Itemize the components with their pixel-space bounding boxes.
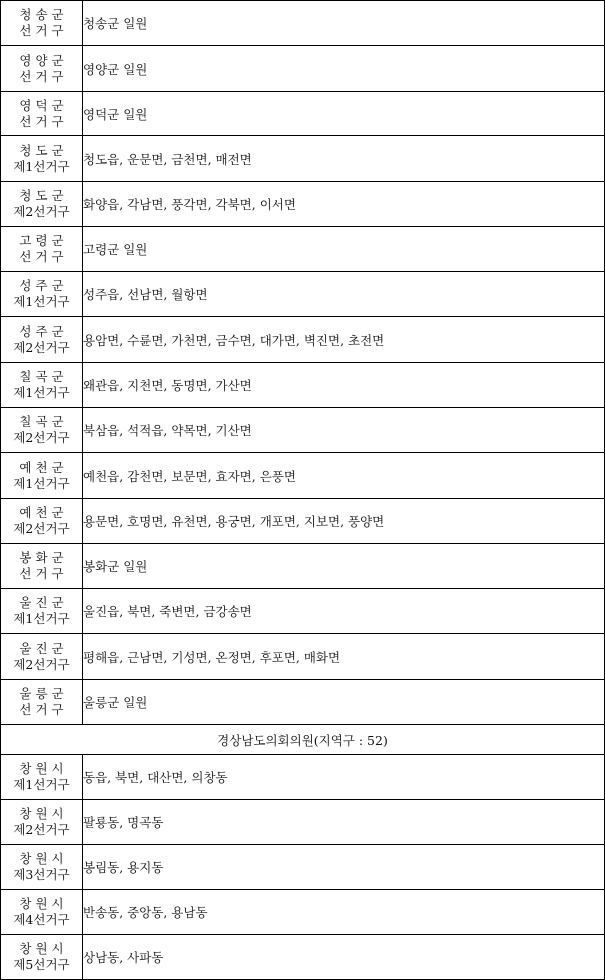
district-subname: 선 거 구 (19, 68, 64, 84)
district-name: 울 릉 군 (19, 686, 64, 701)
district-name: 청 도 군 (19, 188, 64, 203)
district-area-cell: 청도읍, 운문면, 금천면, 매전면 (83, 136, 605, 182)
district-name: 창 원 시 (19, 941, 64, 956)
district-name: 창 원 시 (19, 896, 64, 911)
district-subname: 제1선거구 (13, 294, 70, 309)
district-subname: 제1선거구 (13, 475, 70, 491)
district-subname: 제2선거구 (13, 822, 70, 837)
district-name-cell (1, 46, 83, 92)
district-name: 청 도 군 (19, 142, 64, 158)
district-name-cell (1, 680, 83, 725)
table-row (1, 92, 605, 136)
table-row (1, 182, 605, 227)
district-area-cell: 고령군 일원 (83, 227, 605, 272)
district-subname: 선 거 구 (19, 249, 64, 264)
district-name: 창 원 시 (19, 851, 64, 866)
table-row (1, 272, 605, 317)
district-name-cell (1, 92, 83, 136)
district-name-cell (1, 1, 83, 46)
district-subname: 제1선거구 (13, 158, 70, 174)
district-area-cell: 북삼읍, 석적읍, 약목면, 기산면 (83, 408, 605, 453)
district-name-cell (1, 272, 83, 317)
district-name: 울 진 군 (19, 640, 64, 656)
district-name-cell (1, 755, 83, 800)
district-area-cell: 팔룡동, 명곡동 (83, 800, 605, 845)
district-subname: 선 거 구 (19, 113, 64, 129)
district-name: 창 원 시 (19, 761, 64, 776)
district-area-cell: 상남동, 사파동 (83, 935, 605, 980)
table-row (1, 589, 605, 634)
district-name-cell (1, 890, 83, 935)
district-name-cell (1, 453, 83, 499)
district-name-cell (1, 589, 83, 634)
district-subname: 제1선거구 (13, 611, 70, 626)
district-subname: 제2선거구 (13, 204, 70, 219)
district-area-cell: 영덕군 일원 (83, 92, 605, 136)
table-row (1, 755, 605, 800)
district-area-cell: 성주읍, 선남면, 월항면 (83, 272, 605, 317)
table-row (1, 46, 605, 92)
district-area-cell: 울릉군 일원 (83, 680, 605, 725)
district-subname: 제2선거구 (13, 339, 70, 355)
district-area-cell: 울진읍, 북면, 죽변면, 금강송면 (83, 589, 605, 634)
district-area-cell: 봉림동, 용지동 (83, 845, 605, 890)
district-name: 예 천 군 (19, 459, 64, 475)
district-name: 성 주 군 (19, 323, 64, 339)
district-area-cell: 청송군 일원 (83, 1, 605, 46)
district-name: 울 진 군 (19, 595, 64, 610)
table-row (1, 227, 605, 272)
table-row (1, 680, 605, 725)
district-area-cell: 봉화군 일원 (83, 544, 605, 589)
district-area-cell: 평해읍, 근남면, 기성면, 온정면, 후포면, 매화면 (83, 634, 605, 680)
district-table-body-gyeongbuk (1, 1, 605, 725)
district-name-cell (1, 800, 83, 845)
district-name: 예 천 군 (19, 505, 64, 520)
district-name: 청 송 군 (19, 7, 64, 22)
district-subname: 제3선거구 (13, 867, 70, 882)
district-name-cell (1, 544, 83, 589)
district-name-cell (1, 317, 83, 363)
district-area-cell: 화양읍, 각남면, 풍각면, 각북면, 이서면 (83, 182, 605, 227)
district-subname: 제4선거구 (13, 912, 70, 927)
district-subname: 제1선거구 (13, 777, 70, 792)
district-name: 칠 곡 군 (19, 414, 64, 429)
table-row (1, 499, 605, 544)
district-name-cell (1, 845, 83, 890)
district-name: 칠 곡 군 (19, 369, 64, 384)
district-name: 창 원 시 (19, 806, 64, 821)
district-subname: 선 거 구 (19, 566, 64, 581)
district-name-cell (1, 408, 83, 453)
district-name: 영 덕 군 (19, 97, 64, 113)
district-subname: 제2선거구 (13, 656, 70, 672)
district-area-cell: 왜관읍, 지천면, 동명면, 가산면 (83, 363, 605, 408)
table-row (1, 935, 605, 980)
district-name: 성 주 군 (19, 278, 64, 293)
district-name-cell (1, 634, 83, 680)
district-name-cell (1, 363, 83, 408)
district-subname: 제2선거구 (13, 430, 70, 445)
table-row (1, 363, 605, 408)
district-subname: 제1선거구 (13, 385, 70, 400)
district-name: 고 령 군 (19, 233, 64, 248)
district-name-cell (1, 136, 83, 182)
district-name-cell (1, 935, 83, 980)
district-subname: 제5선거구 (13, 957, 70, 972)
table-row (1, 317, 605, 363)
district-subname: 선 거 구 (19, 23, 64, 38)
table-row (1, 800, 605, 845)
district-area-cell: 영양군 일원 (83, 46, 605, 92)
section-header-row (1, 725, 605, 755)
table-row (1, 1, 605, 46)
district-table-body-gyeongnam (1, 755, 605, 980)
district-name-cell (1, 499, 83, 544)
section-header: 경상남도의회의원(지역구 : 52) (1, 725, 605, 755)
district-area-cell: 예천읍, 감천면, 보문면, 효자면, 은풍면 (83, 453, 605, 499)
table-row (1, 544, 605, 589)
table-row (1, 890, 605, 935)
table-row (1, 136, 605, 182)
district-name-cell (1, 227, 83, 272)
table-row (1, 845, 605, 890)
district-name-cell (1, 182, 83, 227)
table-row (1, 453, 605, 499)
district-name: 영 양 군 (19, 52, 64, 68)
district-table-section-gyeongnam (1, 725, 605, 755)
district-subname: 선 거 구 (19, 702, 64, 717)
district-area-cell: 반송동, 중앙동, 용남동 (83, 890, 605, 935)
table-row (1, 634, 605, 680)
district-area-cell: 용암면, 수륜면, 가천면, 금수면, 대가면, 벽진면, 초전면 (83, 317, 605, 363)
district-subname: 제2선거구 (13, 521, 70, 536)
district-area-cell: 동읍, 북면, 대산면, 의창동 (83, 755, 605, 800)
district-area-cell: 용문면, 호명면, 유천면, 용궁면, 개포면, 지보면, 풍양면 (83, 499, 605, 544)
table-row (1, 408, 605, 453)
district-name: 봉 화 군 (19, 550, 64, 565)
